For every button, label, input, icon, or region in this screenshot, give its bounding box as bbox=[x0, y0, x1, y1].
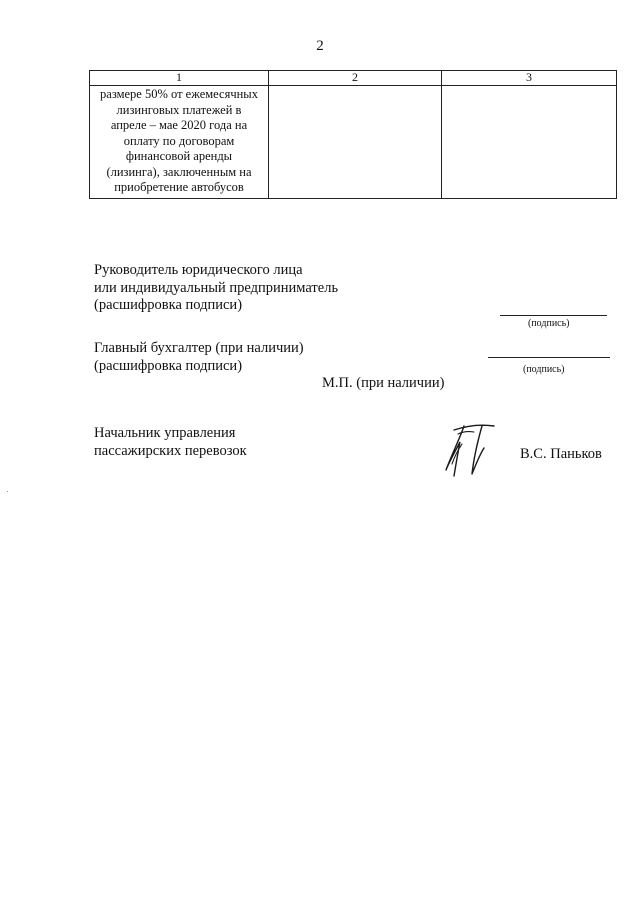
cell-text bbox=[90, 86, 268, 198]
accountant-line: Главный бухгалтер (при наличии) bbox=[94, 340, 304, 356]
table-header-row bbox=[90, 71, 617, 86]
accountant-signature-line bbox=[488, 357, 610, 358]
cell-line: размере 50% от ежемесячных bbox=[100, 87, 258, 101]
table-header-cell: 3 bbox=[442, 71, 617, 86]
accountant-signature-caption: (подпись) bbox=[523, 364, 565, 375]
data-table bbox=[89, 70, 617, 199]
stamp-place: М.П. (при наличии) bbox=[322, 375, 445, 391]
table-cell-description bbox=[90, 86, 269, 199]
accountant-line: (расшифровка подписи) bbox=[94, 357, 243, 374]
scan-speck bbox=[7, 491, 8, 492]
table-header-cell: 1 bbox=[90, 71, 269, 86]
cell-line: лизинговых платежей в bbox=[116, 102, 242, 117]
head-line: Руководитель юридического лица bbox=[94, 262, 303, 278]
chief-line: Начальник управления bbox=[94, 425, 236, 441]
cell-line: (лизинга), заключенным на bbox=[106, 164, 252, 179]
accountant-block bbox=[94, 340, 304, 375]
table-row bbox=[90, 86, 617, 199]
head-line: (расшифровка подписи) bbox=[94, 297, 243, 313]
head-signature-line bbox=[500, 315, 607, 316]
cell-line: апреле – мае 2020 года на bbox=[110, 118, 248, 132]
cell-line: приобретение автобусов bbox=[114, 180, 244, 194]
chief-line: пассажирских перевозок bbox=[94, 442, 247, 459]
head-line: или индивидуальный предприниматель bbox=[94, 279, 339, 296]
table-cell-empty bbox=[442, 86, 617, 199]
table-header-cell: 2 bbox=[269, 71, 442, 86]
chief-name: В.С. Паньков bbox=[520, 446, 602, 462]
chief-block bbox=[94, 425, 247, 460]
head-signature-caption: (подпись) bbox=[528, 318, 570, 329]
cell-line: финансовой аренды bbox=[125, 149, 233, 163]
handwritten-signature-icon bbox=[438, 420, 500, 480]
head-signatory-block bbox=[94, 262, 338, 315]
table-cell-empty bbox=[269, 86, 442, 199]
cell-line: оплату по договорам bbox=[123, 133, 235, 148]
page-number: 2 bbox=[316, 38, 324, 54]
